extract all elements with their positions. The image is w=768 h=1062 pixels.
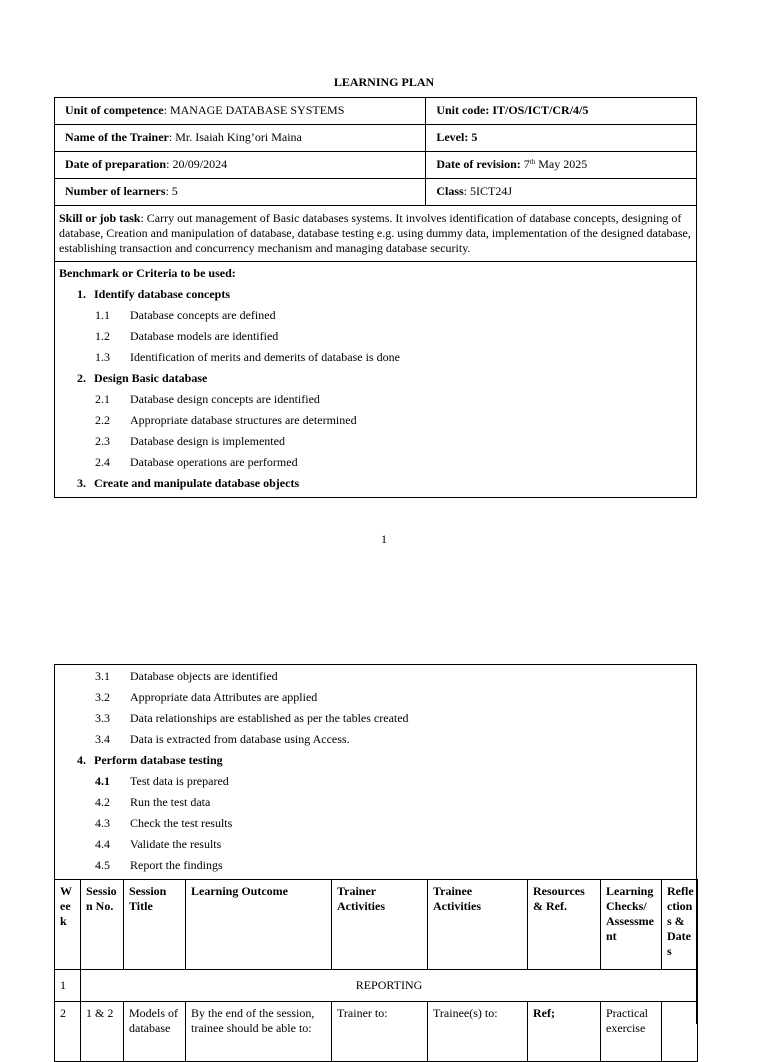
criterion-4-5 bbox=[59, 858, 692, 873]
unit-of-competence-label: Unit of competence bbox=[65, 103, 164, 117]
criterion-number: 2.3 bbox=[95, 434, 110, 448]
benchmark-continued bbox=[55, 665, 696, 873]
reporting-cell: REPORTING bbox=[81, 970, 698, 1002]
number-of-learners-label: Number of learners bbox=[65, 184, 166, 198]
criterion-2-4 bbox=[59, 455, 692, 470]
trainer-activities-cell: Trainer to: bbox=[332, 1002, 428, 1062]
criterion-text: Identification of merits and demerits of database is done bbox=[130, 350, 400, 364]
section-title: Design Basic database bbox=[94, 371, 208, 385]
criterion-text: Validate the results bbox=[130, 837, 222, 851]
criterion-1-3 bbox=[59, 350, 692, 365]
criterion-number: 3.2 bbox=[95, 690, 110, 704]
header-reflections: Refle ction s & Date s bbox=[662, 880, 698, 970]
trainer-name-label: Name of the Trainer bbox=[65, 130, 169, 144]
criterion-number: 4.4 bbox=[95, 837, 110, 851]
criterion-number: 1.1 bbox=[95, 308, 110, 322]
week-cell: 1 bbox=[55, 970, 81, 1002]
criterion-3-2 bbox=[59, 690, 692, 705]
unit-of-competence-value: : MANAGE DATABASE SYSTEMS bbox=[163, 103, 345, 117]
section-title: Create and manipulate database objects bbox=[94, 476, 300, 490]
criterion-2-1 bbox=[59, 392, 692, 407]
skill-or-job-task-label: Skill or job task bbox=[59, 211, 141, 225]
criterion-text: Run the test data bbox=[130, 795, 211, 809]
skill-or-job-task-cell bbox=[55, 206, 697, 262]
section-number: 1. bbox=[77, 287, 86, 301]
criterion-1-2 bbox=[59, 329, 692, 344]
criterion-2-3 bbox=[59, 434, 692, 449]
criterion-text: Database objects are identified bbox=[130, 669, 278, 683]
criterion-text: Database operations are performed bbox=[130, 455, 298, 469]
number-of-learners-value: : 5 bbox=[165, 184, 178, 198]
trainer-name-value: : Mr. Isaiah King’ori Maina bbox=[168, 130, 302, 144]
criterion-text: Test data is prepared bbox=[130, 774, 229, 788]
class-cell bbox=[426, 179, 697, 206]
criterion-number: 4.1 bbox=[95, 774, 110, 788]
unit-of-competence-cell bbox=[55, 98, 426, 125]
criterion-3-1 bbox=[59, 669, 692, 684]
date-of-preparation-value: : 20/09/2024 bbox=[166, 157, 228, 171]
trainer-name-cell bbox=[55, 125, 426, 152]
criterion-text: Database models are identified bbox=[130, 329, 279, 343]
criterion-number: 3.3 bbox=[95, 711, 110, 725]
benchmark-section-3 bbox=[59, 476, 692, 491]
benchmark-section-1 bbox=[59, 287, 692, 302]
criterion-number: 1.2 bbox=[95, 329, 110, 343]
number-of-learners-cell bbox=[55, 179, 426, 206]
benchmark-section-2 bbox=[59, 371, 692, 386]
benchmark-section-4 bbox=[59, 753, 692, 768]
class-label: Class bbox=[436, 184, 464, 198]
criterion-text: Report the findings bbox=[130, 858, 223, 872]
table-header-row bbox=[55, 880, 698, 970]
benchmark-cell bbox=[55, 262, 697, 498]
header-learning-outcome: Learning Outcome bbox=[186, 880, 332, 970]
section-number: 3. bbox=[77, 476, 86, 490]
criterion-3-3 bbox=[59, 711, 692, 726]
criterion-number: 2.2 bbox=[95, 413, 110, 427]
benchmark-heading: Benchmark or Criteria to be used: bbox=[59, 266, 236, 280]
trainee-activities-cell: Trainee(s) to: bbox=[428, 1002, 528, 1062]
criterion-number: 2.1 bbox=[95, 392, 110, 406]
date-of-preparation-cell bbox=[55, 152, 426, 179]
criterion-text: Data relationships are established as per the tables created bbox=[130, 711, 409, 725]
criterion-text: Appropriate data Attributes are applied bbox=[130, 690, 318, 704]
session-plan-table bbox=[54, 879, 698, 1062]
page-2-content bbox=[54, 664, 697, 1035]
skill-or-job-task-text: : Carry out management of Basic databases systems. It involves identification of database concepts, designing of database, Creation and manipulation of database, database testing e.g. using dummy data, implementation of the designed database, establishing transaction and concurrency mechanism and managing database security. bbox=[59, 211, 691, 255]
date-of-revision-label: Date of revision: bbox=[436, 157, 521, 171]
criterion-number: 3.1 bbox=[95, 669, 110, 683]
level-label: Level: bbox=[436, 130, 469, 144]
section-number: 4. bbox=[77, 753, 86, 767]
learning-checks-cell: Practical exercise bbox=[601, 1002, 662, 1062]
header-session-no: Sessio n No. bbox=[81, 880, 124, 970]
criterion-text: Data is extracted from database using Access. bbox=[130, 732, 350, 746]
header-session-title: Session Title bbox=[124, 880, 186, 970]
criterion-number: 1.3 bbox=[95, 350, 110, 364]
unit-code-value: : IT/OS/ICT/CR/4/5 bbox=[485, 103, 589, 117]
criterion-4-4 bbox=[59, 837, 692, 852]
criterion-4-2 bbox=[59, 795, 692, 810]
page-number: 1 bbox=[381, 532, 387, 546]
date-of-revision-month-year: May 2025 bbox=[538, 157, 588, 171]
criterion-text: Database design concepts are identified bbox=[130, 392, 320, 406]
criterion-number: 2.4 bbox=[95, 455, 110, 469]
header-week: W ee k bbox=[55, 880, 81, 970]
criterion-text: Appropriate database structures are determined bbox=[130, 413, 357, 427]
learning-outcome-cell: By the end of the session, trainee should be able to: bbox=[186, 1002, 332, 1062]
criterion-number: 4.2 bbox=[95, 795, 110, 809]
criterion-3-4 bbox=[59, 732, 692, 747]
date-of-revision-cell bbox=[426, 152, 697, 179]
criterion-number: 4.5 bbox=[95, 858, 110, 872]
section-title: Identify database concepts bbox=[94, 287, 231, 301]
page-title: LEARNING PLAN bbox=[333, 75, 435, 89]
section-number: 2. bbox=[77, 371, 86, 385]
reflections-cell bbox=[662, 1002, 698, 1062]
criterion-1-1 bbox=[59, 308, 692, 323]
criterion-text: Check the test results bbox=[130, 816, 233, 830]
criterion-text: Database concepts are defined bbox=[130, 308, 276, 322]
criterion-number: 3.4 bbox=[95, 732, 110, 746]
learning-plan-info-table bbox=[54, 97, 697, 498]
table-row bbox=[55, 1002, 698, 1062]
class-value: : 5ICT24J bbox=[463, 184, 513, 198]
header-learning-checks: Learning Checks/ Assessme nt bbox=[601, 880, 662, 970]
criterion-2-2 bbox=[59, 413, 692, 428]
date-of-revision-day: 7 bbox=[523, 157, 530, 171]
week-cell: 2 bbox=[55, 1002, 81, 1062]
criterion-number: 4.3 bbox=[95, 816, 110, 830]
header-resources: Resources & Ref. bbox=[528, 880, 601, 970]
section-title: Perform database testing bbox=[94, 753, 223, 767]
resources-cell: Ref; bbox=[528, 1002, 601, 1062]
table-row bbox=[55, 970, 698, 1002]
header-trainee-activities: Trainee Activities bbox=[428, 880, 528, 970]
header-trainer-activities: Trainer Activities bbox=[332, 880, 428, 970]
level-value: 5 bbox=[471, 130, 478, 144]
session-title-cell: Models of database bbox=[124, 1002, 186, 1062]
date-of-revision-suffix: th bbox=[529, 158, 536, 166]
session-cell: 1 & 2 bbox=[81, 1002, 124, 1062]
criterion-4-1 bbox=[59, 774, 692, 789]
criterion-4-3 bbox=[59, 816, 692, 831]
level-cell bbox=[426, 125, 697, 152]
criterion-text: Database design is implemented bbox=[130, 434, 285, 448]
unit-code-label: Unit code bbox=[436, 103, 486, 117]
unit-code-cell bbox=[426, 98, 697, 125]
date-of-preparation-label: Date of preparation bbox=[65, 157, 167, 171]
